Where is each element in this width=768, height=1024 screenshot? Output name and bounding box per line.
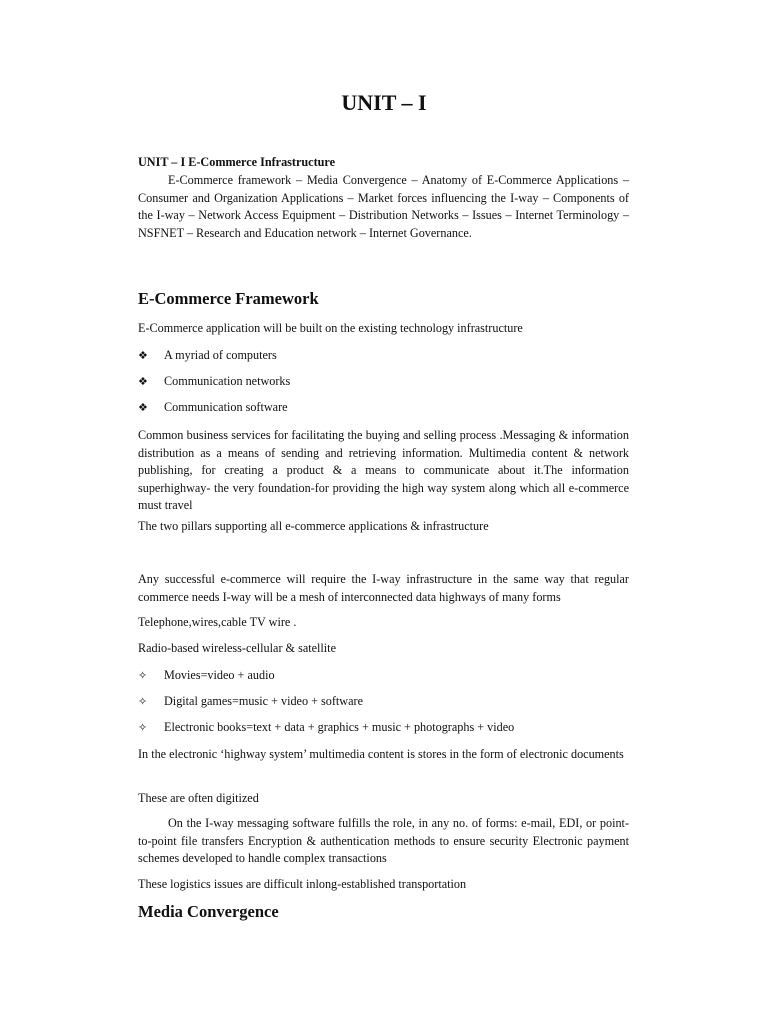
section-heading-ecommerce-framework: E-Commerce Framework <box>138 289 319 308</box>
diamond-bullet-icon: ❖ <box>138 375 148 388</box>
list-item: ❖ Communication software <box>138 399 288 417</box>
page-title: UNIT – I <box>341 90 427 115</box>
list-item: ✧ Digital games=music + video + software <box>138 693 363 711</box>
list-item: ❖ Communication networks <box>138 373 290 391</box>
syllabus-heading: UNIT – I E-Commerce Infrastructure <box>138 155 335 169</box>
star-bullet-icon: ✧ <box>138 669 148 682</box>
paragraph: The two pillars supporting all e-commerce applications & infrastructure <box>138 519 489 533</box>
paragraph: Common business services for facilitating the buying and selling process .Messaging & information distribution as a means of sending and retrieving information. Multimedia content & network publishing, for creating a product & a means to communicate about it.The information superhighway- the very foundation-for providing the high way system along which all e-commerce must travel <box>138 428 629 513</box>
paragraph: These logistics issues are difficult inlong-established transportation <box>138 877 467 891</box>
star-bullet-icon: ✧ <box>138 695 148 708</box>
diamond-bullet-icon: ❖ <box>138 349 148 362</box>
list-item: ✧ Electronic books=text + data + graphics + music + photographs + video <box>138 719 514 737</box>
section-heading-media-convergence: Media Convergence <box>138 902 279 921</box>
syllabus-text: E-Commerce framework – Media Convergence – Anatomy of E-Commerce Applications – Consumer and Organization Applications – Market forces influencing the I-way – Components of the I-way – Network Access Equipment – Distribution Networks – Issues – Internet Terminology – NSFNET – Research and Education network – Internet Governance. <box>138 173 629 240</box>
list-item: ✧ Movies=video + audio <box>138 667 275 685</box>
paragraph: Any successful e-commerce will require the I-way infrastructure in the same way that regular commerce needs I-way will be a mesh of interconnected data highways of many forms <box>138 572 629 604</box>
framework-intro: E-Commerce application will be built on the existing technology infrastructure <box>138 321 523 335</box>
list-item: ❖ A myriad of computers <box>138 347 277 365</box>
paragraph: Telephone,wires,cable TV wire . <box>138 615 297 629</box>
paragraph: Radio-based wireless-cellular & satellite <box>138 641 336 655</box>
paragraph: These are often digitized <box>138 791 259 805</box>
star-bullet-icon: ✧ <box>138 721 148 734</box>
paragraph: On the I-way messaging software fulfills the role, in any no. of forms: e-mail, EDI, or point-to-point file transfers Encryption & authentication methods to ensure security Electronic payment schemes developed to handle complex transactions <box>138 816 629 866</box>
paragraph: In the electronic ‘highway system’ multimedia content is stores in the form of electronic documents <box>138 747 624 761</box>
diamond-bullet-icon: ❖ <box>138 401 148 414</box>
